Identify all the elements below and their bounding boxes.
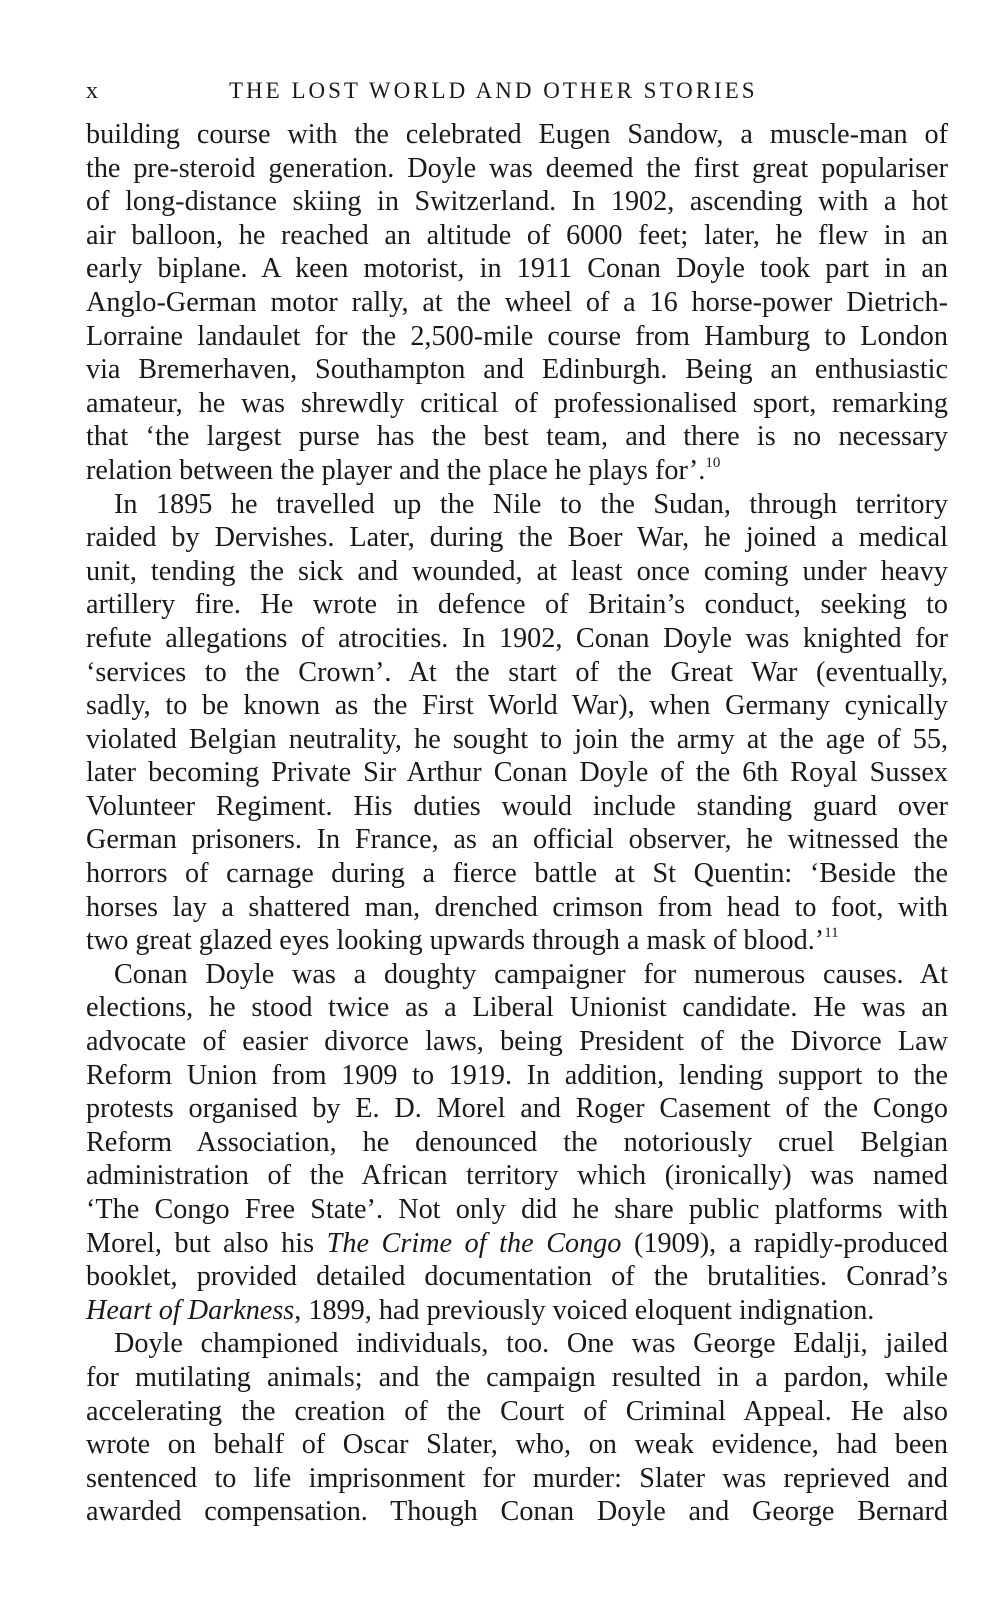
text-line bbox=[86, 454, 948, 488]
text-line: booklet, provided detailed documentation of the brutalities. Conrad’s bbox=[86, 1261, 948, 1293]
text-line: artillery fire. He wrote in defence of Britain’s conduct, seeking to bbox=[86, 589, 948, 621]
text-line: German prisoners. In France, as an official observer, he witnessed the bbox=[86, 824, 948, 856]
text-line: via Bremerhaven, Southampton and Edinburgh. Being an enthusiastic bbox=[86, 354, 948, 386]
text-line: ‘services to the Crown’. At the start of the Great War (eventually, bbox=[86, 656, 948, 688]
text-line: Lorraine landaulet for the 2,500-mile course from Hamburg to London bbox=[86, 320, 948, 352]
text-line: later becoming Private Sir Arthur Conan Doyle of the 6th Royal Sussex bbox=[86, 757, 948, 789]
text-line: horrors of carnage during a fierce battle at St Quentin: ‘Beside the bbox=[86, 858, 948, 890]
line-text: relation between the player and the place he plays for’. bbox=[86, 454, 706, 486]
page-number: x bbox=[86, 78, 98, 104]
paragraph bbox=[86, 958, 948, 1328]
paragraph bbox=[86, 118, 948, 488]
body-text bbox=[86, 118, 948, 1529]
text-line: that ‘the largest purse has the best team, and there is no necessary bbox=[86, 421, 948, 453]
text-line: amateur, he was shrewdly critical of professionalised sport, remarking bbox=[86, 387, 948, 419]
book-title: Heart of Darkness bbox=[86, 1294, 295, 1326]
text-line: horses lay a shattered man, drenched crimson from head to foot, with bbox=[86, 891, 948, 923]
book-title: The Crime of the Congo bbox=[326, 1227, 622, 1259]
line-text: , 1899, had previously voiced eloquent indignation. bbox=[294, 1294, 875, 1326]
line-text: two great glazed eyes looking upwards through a mask of blood.’ bbox=[86, 925, 825, 957]
text-line: protests organised by E. D. Morel and Roger Casement of the Congo bbox=[86, 1093, 948, 1125]
text-line: early biplane. A keen motorist, in 1911 Conan Doyle took part in an bbox=[86, 253, 948, 285]
text-line: air balloon, he reached an altitude of 6000 feet; later, he flew in an bbox=[86, 219, 948, 251]
text-line: administration of the African territory which (ironically) was named bbox=[86, 1160, 948, 1192]
text-line: unit, tending the sick and wounded, at least once coming under heavy bbox=[86, 555, 948, 587]
text-line: of long-distance skiing in Switzerland. In 1902, ascending with a hot bbox=[86, 186, 948, 218]
text-line bbox=[86, 1227, 948, 1261]
text-line bbox=[86, 924, 948, 958]
text-line: building course with the celebrated Eugen Sandow, a muscle-man of bbox=[86, 119, 948, 150]
line-text: Morel, but also his bbox=[86, 1227, 327, 1259]
text-line: Anglo-German motor rally, at the wheel of a 16 horse-power Dietrich- bbox=[86, 286, 948, 318]
line-text: (1909), a rapidly-produced bbox=[621, 1227, 948, 1259]
text-line: elections, he stood twice as a Liberal Unionist candidate. He was an bbox=[86, 992, 948, 1024]
footnote-ref: 10 bbox=[705, 454, 721, 471]
text-line bbox=[86, 1294, 948, 1328]
text-line: refute allegations of atrocities. In 1902, Conan Doyle was knighted for bbox=[86, 622, 948, 654]
footnote-ref: 11 bbox=[824, 924, 839, 941]
text-line: wrote on behalf of Oscar Slater, who, on weak evidence, had been bbox=[86, 1429, 948, 1461]
text-line: raided by Dervishes. Later, during the Boer War, he joined a medical bbox=[86, 522, 948, 554]
text-line: awarded compensation. Though Conan Doyle and George Bernard bbox=[86, 1496, 948, 1528]
text-line: violated Belgian neutrality, he sought to join the army at the age of 55, bbox=[86, 723, 948, 755]
text-line: advocate of easier divorce laws, being President of the Divorce Law bbox=[86, 1026, 948, 1058]
text-line: In 1895 he travelled up the Nile to the Sudan, through territory bbox=[114, 488, 948, 520]
text-line: Reform Association, he denounced the notoriously cruel Belgian bbox=[86, 1126, 948, 1158]
text-line: Volunteer Regiment. His duties would include standing guard over bbox=[86, 790, 948, 822]
text-line: accelerating the creation of the Court of Criminal Appeal. He also bbox=[86, 1395, 948, 1427]
text-line: Doyle championed individuals, too. One was George Edalji, jailed bbox=[114, 1328, 948, 1360]
paragraph bbox=[86, 1327, 948, 1529]
running-title: THE LOST WORLD AND OTHER STORIES bbox=[229, 78, 758, 103]
text-line: sadly, to be known as the First World War), when Germany cynically bbox=[86, 690, 948, 722]
running-header bbox=[86, 78, 960, 118]
text-line: Reform Union from 1909 to 1919. In addition, lending support to the bbox=[86, 1059, 948, 1091]
text-line: the pre-steroid generation. Doyle was deemed the first great populariser bbox=[86, 152, 948, 184]
paragraph bbox=[86, 488, 948, 958]
text-line: for mutilating animals; and the campaign resulted in a pardon, while bbox=[86, 1361, 948, 1393]
text-line: ‘The Congo Free State’. Not only did he share public platforms with bbox=[86, 1194, 948, 1225]
text-line: sentenced to life imprisonment for murder: Slater was reprieved and bbox=[86, 1462, 948, 1494]
text-line: Conan Doyle was a doughty campaigner for numerous causes. At bbox=[114, 958, 948, 990]
